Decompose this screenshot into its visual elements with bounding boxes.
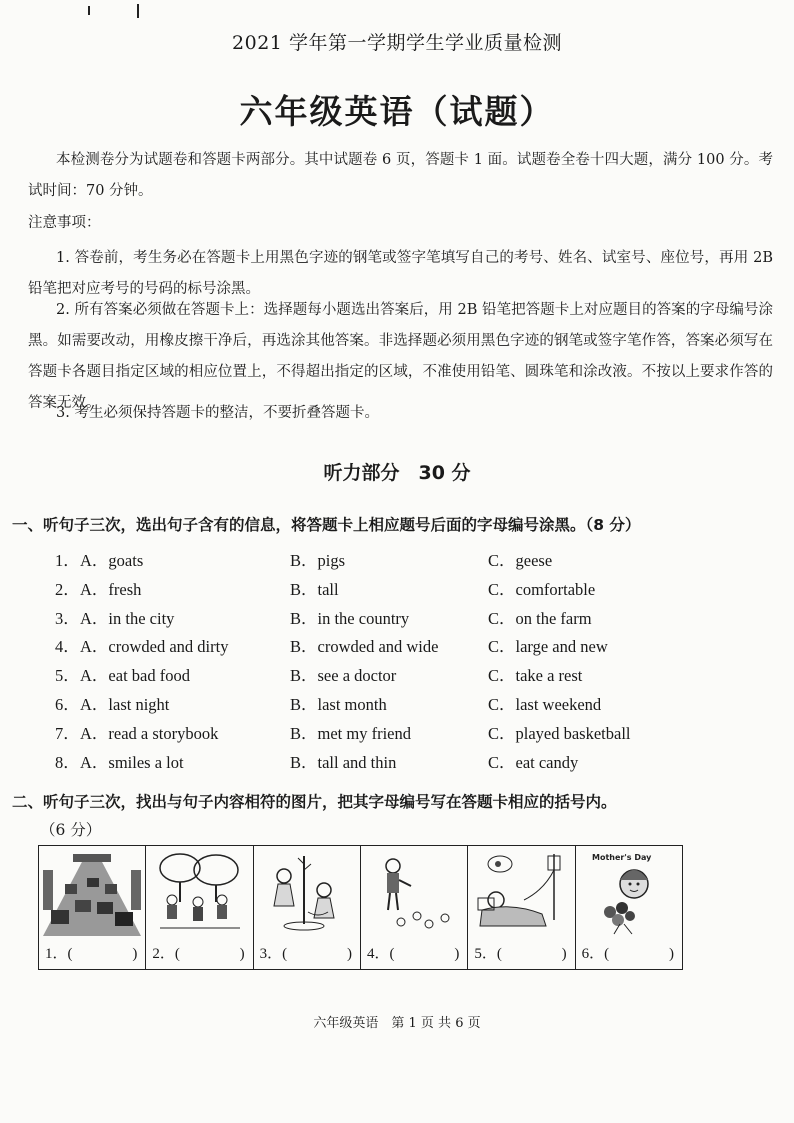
option-b[interactable]: B．tall and thin [290, 752, 397, 772]
picture-cell-5 [468, 846, 575, 969]
picture-number: 2．( [152, 946, 180, 962]
item-number: 7． [55, 723, 80, 743]
scan-mark [88, 6, 90, 15]
mothers-day-caption: Mother's Day [591, 853, 651, 862]
question-2-points: （6 分） [40, 821, 102, 839]
question-1-row [0, 749, 794, 778]
option-b[interactable]: B．tall [290, 579, 339, 599]
boy-feeding-chicks-icon [365, 850, 463, 936]
question-1-row [0, 576, 794, 605]
page-title: 六年级英语（试题） [239, 92, 555, 131]
option-a[interactable]: A．fresh [80, 579, 142, 599]
option-a[interactable]: A．last night [80, 695, 170, 714]
picture-number: 3．( [259, 946, 288, 962]
option-a[interactable]: A．eat bad food [80, 666, 190, 686]
item-number: 3． [55, 608, 80, 628]
note-item: 2. 所有答案必须做在答题卡上：选择题每小题选出答案后，用 2B 铅笔把答题卡上对应题目的答案的字母编号涂黑。如需要改动，用橡皮擦干净后，再选涂其他答案。非选择题必须用黑色字迹的钢笔或签字笔作答，答案必须写在答题卡各题目指定区域的相应位置上，不得超出指定的区域，不准使用铅笔、圆珠笔和涂改液。不按以上要求作答的答案无效。 [28, 302, 773, 411]
picture-number: 4．( [366, 946, 395, 962]
scan-mark [137, 4, 139, 18]
option-a[interactable]: A．in the city [80, 608, 175, 628]
option-c[interactable]: C．on the farm [488, 608, 592, 628]
question-1-row [0, 605, 794, 634]
option-c[interactable]: C．last weekend [488, 695, 602, 714]
traffic-jam-icon [43, 850, 141, 936]
answer-bracket[interactable]: ) [346, 946, 352, 962]
option-c[interactable]: C．take a rest [488, 666, 583, 686]
item-number: 4． [55, 637, 80, 657]
picture-cell-4 [361, 846, 468, 969]
answer-bracket[interactable]: ) [132, 946, 138, 962]
option-a[interactable]: A．smiles a lot [80, 752, 184, 772]
page-footer: 六年级英语 第 1 页 共 6 页 [313, 1016, 481, 1031]
option-b[interactable]: B．met my friend [290, 723, 411, 743]
picture-number: 1．( [45, 946, 73, 962]
question-1-row [0, 720, 794, 749]
option-a[interactable]: A．crowded and dirty [80, 637, 229, 657]
note-item: 3. 考生必须保持答题卡的整洁，不要折叠答题卡。 [56, 405, 379, 421]
option-c[interactable]: C．comfortable [488, 579, 596, 599]
exam-header: 2021 学年第一学期学生学业质量检测 [232, 32, 562, 54]
picture-cell-1 [39, 846, 146, 969]
question-1-row [0, 691, 794, 720]
option-b[interactable]: B．crowded and wide [290, 637, 439, 657]
answer-bracket[interactable]: ) [668, 946, 674, 962]
item-number: 2． [55, 579, 80, 599]
option-b[interactable]: B．last month [290, 695, 387, 714]
intro-text: 本检测卷分为试题卷和答题卡两部分。其中试题卷 6 页，答题卡 1 面。试题卷全卷十四大题，满分 100 分。考试时间：70 分钟。 [28, 152, 773, 199]
option-c[interactable]: C．eat candy [488, 752, 579, 772]
item-number: 6． [55, 695, 80, 714]
mothers-day-card-icon [580, 850, 678, 936]
question-1-row [0, 547, 794, 576]
option-b[interactable]: B．in the country [290, 608, 410, 628]
children-watering-tree-icon [258, 850, 356, 936]
notes-heading: 注意事项： [28, 215, 101, 231]
answer-bracket[interactable]: ) [239, 946, 245, 962]
item-number: 1． [55, 551, 80, 570]
option-c[interactable]: C．large and new [488, 637, 608, 657]
picture-cell-6 [576, 846, 682, 969]
children-planting-trees-icon [150, 850, 248, 936]
picture-number: 5．( [474, 946, 502, 962]
option-c[interactable]: C．played basketball [488, 723, 631, 743]
answer-bracket[interactable]: ) [454, 946, 460, 962]
option-a[interactable]: A．goats [80, 551, 144, 570]
picture-cell-2 [146, 846, 253, 969]
picture-number: 6．( [581, 946, 610, 962]
picture-grid [38, 845, 683, 970]
picture-cell-3 [254, 846, 361, 969]
sick-in-bed-icon [472, 850, 570, 936]
note-item: 1. 答卷前，考生务必在答题卡上用黑色字迹的钢笔或签字笔填写自己的考号、姓名、试室号、座位号，再用 2B 铅笔把对应考号的号码的标号涂黑。 [28, 250, 773, 297]
option-c[interactable]: C．geese [488, 551, 553, 570]
item-number: 8． [55, 752, 80, 772]
option-b[interactable]: B．pigs [290, 551, 346, 570]
item-number: 5． [55, 666, 80, 686]
option-a[interactable]: A．read a storybook [80, 723, 219, 743]
question-2-instruction: 二、听句子三次，找出与句子内容相符的图片，把其字母编号写在答题卡相应的括号内。 [12, 793, 617, 811]
question-1-row [0, 662, 794, 691]
question-1-row [0, 633, 794, 662]
question-1-instruction: 一、听句子三次，选出句子含有的信息，将答题卡上相应题号后面的字母编号涂黑。（8 分） [12, 516, 641, 534]
listening-section-title: 听力部分 30 分 [323, 462, 471, 484]
option-b[interactable]: B．see a doctor [290, 666, 397, 686]
answer-bracket[interactable]: ) [561, 946, 567, 962]
